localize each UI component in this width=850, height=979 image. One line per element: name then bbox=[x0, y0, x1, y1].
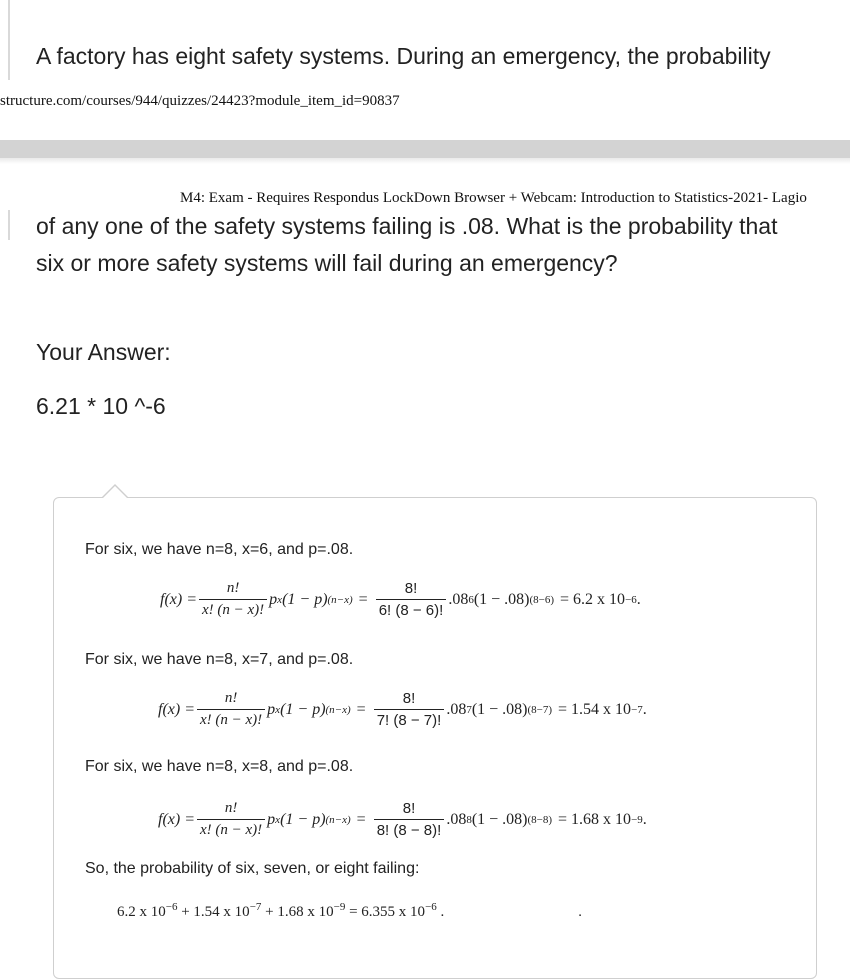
formula-lhs: f(x) = bbox=[158, 810, 195, 828]
numeric-numerator: 8! bbox=[402, 800, 416, 817]
formula-base-exp: 7 bbox=[466, 703, 472, 716]
formula-exp-x: x bbox=[277, 593, 283, 606]
fraction-numerator: n! bbox=[224, 800, 238, 816]
question-text-line-2: of any one of the safety systems failing is .08. What is the probability that bbox=[36, 213, 778, 239]
formula-end: . bbox=[642, 810, 647, 828]
formula-base: .08 bbox=[446, 810, 467, 828]
binomial-fraction bbox=[199, 580, 267, 619]
formula-p: p bbox=[267, 810, 276, 828]
formula-eight bbox=[158, 800, 647, 839]
fraction-denominator: x! (n − x)! bbox=[197, 819, 265, 839]
fraction-denominator: x! (n − x)! bbox=[197, 709, 265, 729]
formula-exp-n-x: (n−x) bbox=[325, 813, 351, 826]
binomial-fraction bbox=[197, 690, 265, 729]
formula-exp-x: x bbox=[275, 703, 281, 716]
formula-base: .08 bbox=[448, 590, 469, 608]
page-url: structure.com/courses/944/quizzes/24423?module_item_id=90837 bbox=[0, 93, 400, 109]
sum-total-exp: −6 bbox=[425, 901, 437, 913]
question-text-line-1: A factory has eight safety systems. During an emergency, the probability bbox=[36, 43, 771, 69]
sum-term-2-exp: −7 bbox=[249, 901, 262, 913]
numeric-denominator: 6! (8 − 6)! bbox=[376, 599, 447, 619]
numeric-numerator: 8! bbox=[404, 580, 418, 597]
fraction-denominator: x! (n − x)! bbox=[199, 599, 267, 619]
formula-complement-exp: (8−8) bbox=[527, 813, 553, 826]
feedback-conclusion: So, the probability of six, seven, or eight failing: bbox=[85, 860, 420, 877]
fraction-numerator: n! bbox=[224, 690, 238, 706]
fraction-numerator: n! bbox=[226, 580, 240, 596]
formula-result: = 1.54 x 10 bbox=[558, 700, 632, 718]
formula-complement: (1 − .08) bbox=[471, 810, 528, 828]
formula-complement-exp: (8−6) bbox=[529, 593, 555, 606]
sum-total: = 6.355 x 10 bbox=[345, 904, 426, 920]
formula-one-minus-p: (1 − p) bbox=[282, 590, 328, 608]
formula-equals: = bbox=[356, 810, 366, 828]
formula-complement: (1 − .08) bbox=[471, 700, 528, 718]
sum-term-1: 6.2 x 10 bbox=[117, 904, 166, 920]
formula-equals: = bbox=[358, 590, 368, 608]
your-answer-value: 6.21 * 10 ^-6 bbox=[36, 393, 166, 419]
numeric-fraction bbox=[374, 800, 445, 839]
formula-exp-n-x: (n−x) bbox=[327, 593, 353, 606]
formula-p: p bbox=[267, 700, 276, 718]
formula-complement-exp: (8−7) bbox=[527, 703, 553, 716]
formula-six bbox=[160, 580, 641, 619]
formula-lhs: f(x) = bbox=[158, 700, 195, 718]
feedback-intro-seven: For six, we have n=8, x=7, and p=.08. bbox=[85, 651, 354, 668]
toolbar-shadow bbox=[0, 158, 850, 164]
formula-p: p bbox=[269, 590, 278, 608]
formula-result: = 1.68 x 10 bbox=[558, 810, 632, 828]
formula-one-minus-p: (1 − p) bbox=[280, 700, 326, 718]
formula-base-exp: 6 bbox=[468, 593, 474, 606]
formula-seven bbox=[158, 690, 647, 729]
formula-one-minus-p: (1 − p) bbox=[280, 810, 326, 828]
formula-lhs: f(x) = bbox=[160, 590, 197, 608]
formula-equals: = bbox=[356, 700, 366, 718]
binomial-fraction bbox=[197, 800, 265, 839]
sum-term-3: + 1.68 x 10 bbox=[261, 904, 334, 920]
formula-end: . bbox=[642, 700, 647, 718]
formula-result-exp: −6 bbox=[625, 593, 637, 606]
stray-mark: . bbox=[578, 903, 583, 920]
left-border-mid bbox=[8, 210, 10, 240]
probability-sum bbox=[117, 901, 444, 921]
feedback-caret-inner bbox=[103, 486, 127, 498]
question-text-line-3: six or more safety systems will fail during an emergency? bbox=[36, 250, 618, 276]
formula-base: .08 bbox=[446, 700, 467, 718]
numeric-denominator: 7! (8 − 7)! bbox=[374, 709, 445, 729]
numeric-numerator: 8! bbox=[402, 690, 416, 707]
numeric-fraction bbox=[376, 580, 447, 619]
sum-term-2: + 1.54 x 10 bbox=[177, 904, 250, 920]
formula-end: . bbox=[636, 590, 641, 608]
numeric-fraction bbox=[374, 690, 445, 729]
feedback-intro-six: For six, we have n=8, x=6, and p=.08. bbox=[85, 541, 354, 558]
formula-base-exp: 8 bbox=[466, 813, 472, 826]
question-text-continued bbox=[36, 208, 836, 282]
formula-result: = 6.2 x 10 bbox=[560, 590, 626, 608]
your-answer-label: Your Answer: bbox=[36, 339, 171, 365]
sum-term-3-exp: −9 bbox=[333, 901, 346, 913]
sum-term-1-exp: −6 bbox=[165, 901, 178, 913]
formula-result-exp: −7 bbox=[631, 703, 643, 716]
left-border-top bbox=[8, 0, 10, 80]
formula-exp-x: x bbox=[275, 813, 281, 826]
formula-exp-n-x: (n−x) bbox=[325, 703, 351, 716]
feedback-intro-eight: For six, we have n=8, x=8, and p=.08. bbox=[85, 758, 354, 775]
browser-toolbar-band bbox=[0, 140, 850, 158]
exam-title: M4: Exam - Requires Respondus LockDown Browser + Webcam: Introduction to Statistics-2021- Lagio bbox=[180, 190, 807, 206]
formula-result-exp: −9 bbox=[631, 813, 643, 826]
sum-end: . bbox=[436, 904, 445, 920]
formula-complement: (1 − .08) bbox=[473, 590, 530, 608]
numeric-denominator: 8! (8 − 8)! bbox=[374, 819, 445, 839]
